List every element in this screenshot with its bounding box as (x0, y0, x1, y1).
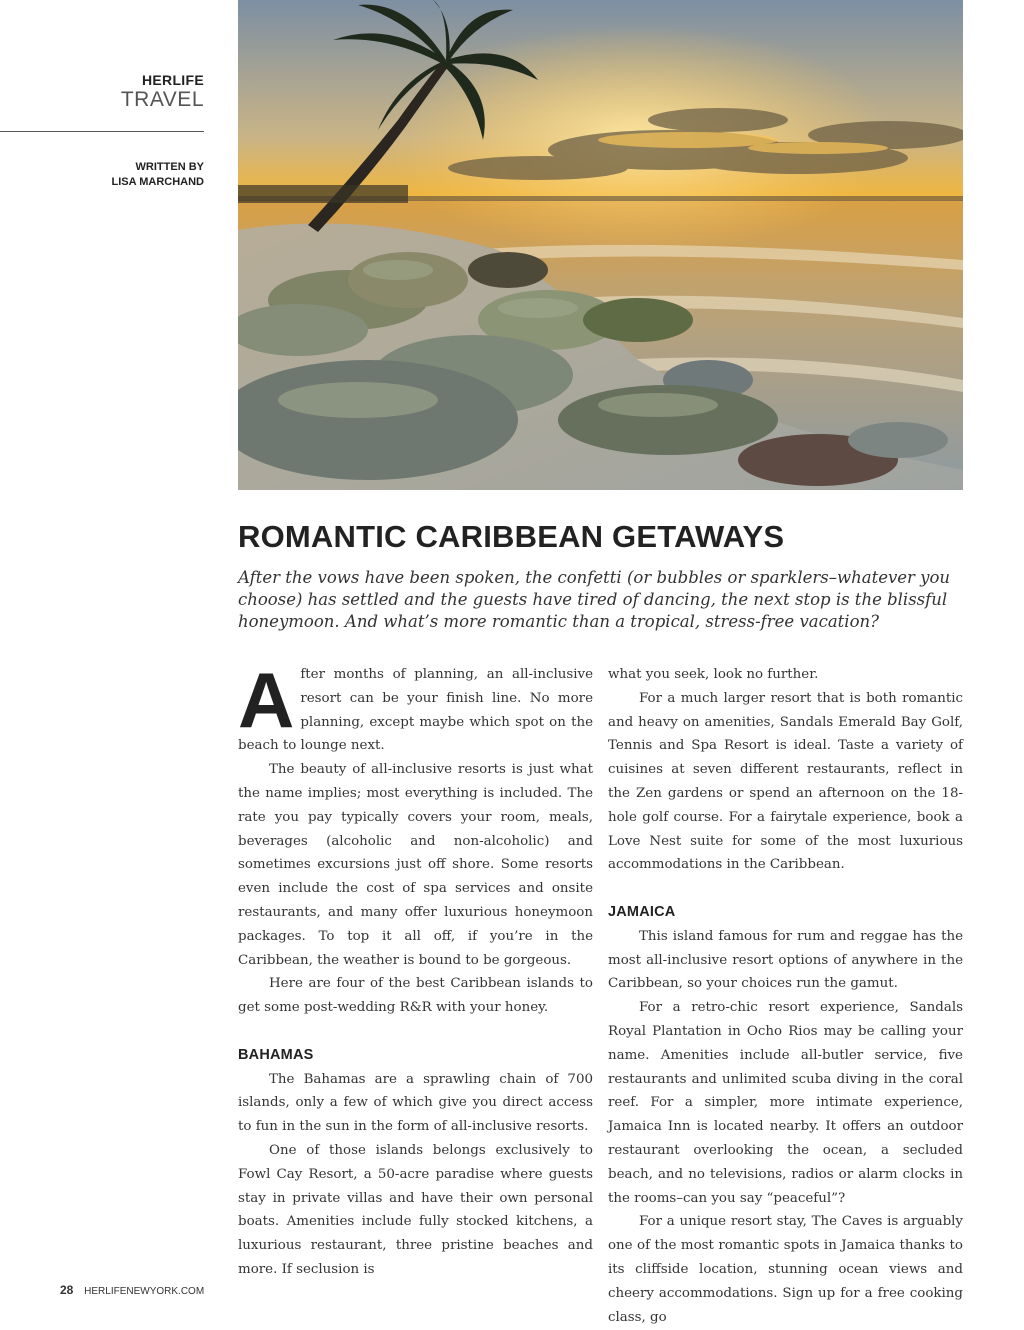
subheading-jamaica: JAMAICA (608, 903, 676, 920)
page-footer (60, 1283, 204, 1297)
body-paragraph: Here are four of the best Caribbean islands to get some post-wedding R&R with your honey. (238, 976, 593, 1016)
drop-cap: A (238, 656, 295, 744)
body-paragraph: what you seek, look no further. (608, 667, 819, 682)
byline (0, 160, 204, 190)
author-name: LISA MARCHAND (111, 176, 204, 188)
section-label (0, 72, 204, 112)
body-paragraph: For a unique resort stay, The Caves is arguably one of the most romantic spots in Jamaica thanks to its cliffside location, stunning ocean views and cheery accommodations. Sign up for a free cooking class, go (608, 1214, 963, 1325)
article-column-2 (608, 663, 963, 1329)
footer-site: HERLIFENEWYORK.COM (84, 1286, 205, 1297)
article-dek: After the vows have been spoken, the confetti (or bubbles or sparklers–whatever you choose) has settled and the guests have tired of dancing, the next stop is the blissful honeymoon. And what’s more romantic than a tropical, stress-free vacation? (238, 568, 951, 631)
subheading-bahamas: BAHAMAS (238, 1046, 314, 1063)
section-name: TRAVEL (120, 88, 204, 111)
body-paragraph: The Bahamas are a sprawling chain of 700 islands, only a few of which give you direct access to fun in the sun in the form of all-inclusive resorts. (238, 1071, 593, 1135)
intro-paragraph (238, 656, 593, 758)
intro-text: fter months of planning, an all-inclusive resort can be your finish line. No more planning, except maybe which spot on the beach to lounge next. (238, 667, 593, 754)
body-paragraph: This island famous for rum and reggae has the most all-inclusive resort options of anywhere in the Caribbean, so your choices run the gamut. (608, 928, 963, 992)
page-number: 28 (60, 1283, 74, 1297)
section-brand: HERLIFE (142, 72, 204, 88)
article-headline: ROMANTIC CARIBBEAN GETAWAYS (238, 519, 785, 554)
body-paragraph: For a retro-chic resort experience, Sandals Royal Plantation in Ocho Rios may be calling your name. Amenities include all-butler service, five restaurants and unlimited scuba diving in the coral reef. For a simpler, more intimate experience, Jamaica Inn is located nearby. It offers an outdoor restaurant overlooking the ocean, a secluded beach, and no televisions, radios or alarm clocks in the rooms–can you say “peaceful”? (608, 1000, 963, 1206)
byline-label: WRITTEN BY (135, 161, 204, 173)
body-paragraph: The beauty of all-inclusive resorts is just what the name implies; most everything is included. The rate you pay typically covers your room, meals, beverages (alcoholic and non-alcoholic) and sometimes excursions just off shore. Some resorts even include the cost of spa services and onsite restaurants, and many offer luxurious honeymoon packages. To top it all off, if you’re in the Caribbean, the weather is bound to be gorgeous. (238, 762, 593, 968)
article-column-1 (238, 656, 593, 1282)
hero-photo-beach-sunset (238, 0, 963, 490)
sidebar-divider (0, 131, 204, 132)
body-paragraph: For a much larger resort that is both romantic and heavy on amenities, Sandals Emerald Bay Golf, Tennis and Spa Resort is ideal. Taste a variety of cuisines at seven different restaurants, reflect in the Zen gardens or spend an afternoon on the 18-hole golf course. For a fairytale experience, book a Love Nest suite for some of the most luxurious accommodations in the Caribbean. (608, 690, 963, 873)
body-paragraph: One of those islands belongs exclusively to Fowl Cay Resort, a 50-acre paradise where guests stay in private villas and have their own personal boats. Amenities include fully stocked kitchens, a luxurious restaurant, three pristine beaches and more. If seclusion is (238, 1142, 593, 1277)
